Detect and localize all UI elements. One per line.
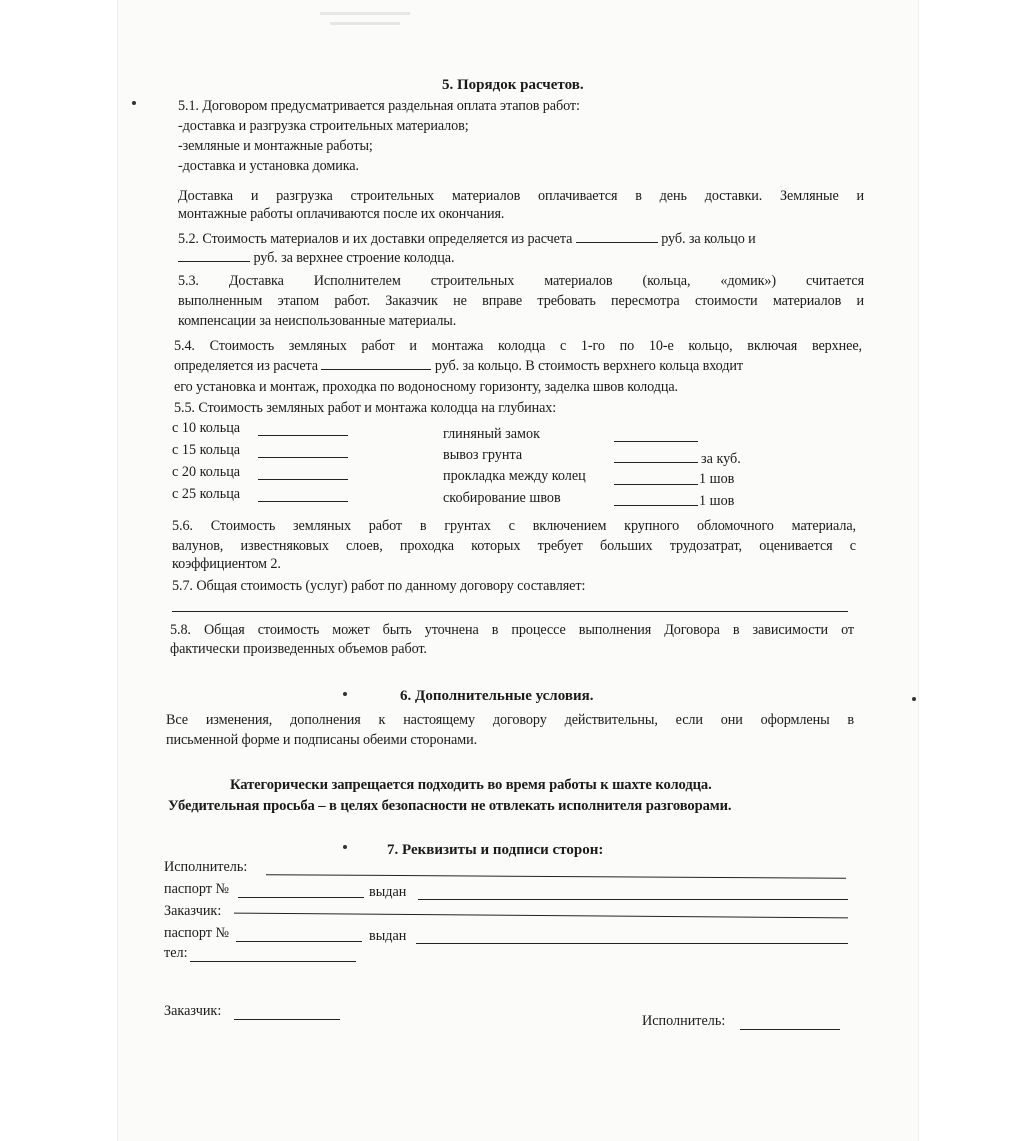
signature-executor-label: Исполнитель: xyxy=(642,1013,726,1029)
extra-work-label: вывоз грунта xyxy=(443,447,523,463)
safety-request: Убедительная просьба – в целях безопасности не отвлекать исполнителя разговорами. xyxy=(168,798,732,814)
scan-speck xyxy=(132,101,136,105)
extra-work-label: скобирование швов xyxy=(443,490,561,506)
clause-5-4-text: определяется из расчета xyxy=(174,358,319,374)
clause-5-2-text: руб. за кольцо и xyxy=(661,231,756,247)
clause-5-6: коэффициентом 2. xyxy=(172,556,281,572)
section-6-text: письменной форме и подписаны обеими сторонами. xyxy=(166,732,478,748)
clause-5-2-text: 5.2. Стоимость материалов и их доставки определяется из расчета xyxy=(178,231,573,247)
clause-5-4 xyxy=(174,356,743,375)
phone-label: тел: xyxy=(164,945,188,961)
material-price-blank[interactable] xyxy=(576,229,658,243)
depth-label: с 15 кольца xyxy=(172,442,241,458)
customer-issued-blank[interactable] xyxy=(416,943,848,944)
scan-speck xyxy=(343,845,347,849)
clause-5-4-text: руб. за кольцо. В стоимость верхнего кольца входит xyxy=(434,358,743,374)
scan-speck xyxy=(343,692,347,696)
executor-label: Исполнитель: xyxy=(164,859,248,875)
clause-5-8: фактически произведенных объемов работ. xyxy=(170,641,427,657)
clause-5-6: 5.6. Стоимость земляных работ в грунтах с включением крупного обломочного материала, xyxy=(172,518,856,534)
extra-price-blank[interactable] xyxy=(614,505,698,506)
clause-5-5: 5.5. Стоимость земляных работ и монтажа колодца на глубинах: xyxy=(174,400,557,416)
clause-5-2-text: руб. за верхнее строение колодца. xyxy=(253,250,455,266)
clause-5-1: 5.1. Договором предусматривается раздельная оплата этапов работ: xyxy=(178,98,580,114)
customer-signature-blank[interactable] xyxy=(234,1019,340,1020)
depth-label: с 10 кольца xyxy=(172,420,241,436)
depth-price-blank[interactable] xyxy=(258,501,348,502)
extra-work-label: глиняный замок xyxy=(443,426,541,442)
delivery-text: Доставка и разгрузка строительных материалов оплачивается в день доставки. Земляные и xyxy=(178,188,864,204)
executor-issued-blank[interactable] xyxy=(418,899,848,900)
depth-price-blank[interactable] xyxy=(258,457,348,458)
executor-signature-blank[interactable] xyxy=(740,1029,840,1030)
clause-5-1-item: -доставка и разгрузка строительных материалов; xyxy=(178,118,469,134)
clause-5-6: валунов, известняковых слоев, проходка которых требует больших трудозатрат, оценивается с xyxy=(172,538,856,554)
total-cost-blank[interactable] xyxy=(172,611,848,612)
clause-5-3: 5.3. Доставка Исполнителем строительных материалов (кольца, «домик») считается xyxy=(178,273,864,289)
ring-price-blank[interactable] xyxy=(321,356,431,370)
scan-speck xyxy=(912,697,916,701)
clause-5-1-item: -земляные и монтажные работы; xyxy=(178,138,373,154)
section-6-text: Все изменения, дополнения к настоящему договору действительны, если они оформлены в xyxy=(166,712,854,728)
section-7-title: 7. Реквизиты и подписи сторон: xyxy=(387,842,604,858)
scan-artifact xyxy=(330,22,400,25)
passport-label: паспорт № xyxy=(164,881,230,897)
phone-blank[interactable] xyxy=(190,961,356,962)
customer-label: Заказчик: xyxy=(164,903,222,919)
clause-5-3: выполненным этапом работ. Заказчик не вправе требовать пересмотра стоимости материалов и xyxy=(178,293,864,309)
signature-customer-label: Заказчик: xyxy=(164,1003,222,1019)
extra-unit: 1 шов xyxy=(699,471,735,487)
safety-warning: Категорически запрещается подходить во время работы к шахте колодца. xyxy=(230,777,712,793)
clause-5-7: 5.7. Общая стоимость (услуг) работ по данному договору составляет: xyxy=(172,578,586,594)
extra-unit: за куб. xyxy=(701,451,741,467)
depth-label: с 20 кольца xyxy=(172,464,241,480)
extra-unit: 1 шов xyxy=(699,493,735,509)
extra-price-blank[interactable] xyxy=(614,484,698,485)
clause-5-3: компенсации за неиспользованные материалы. xyxy=(178,313,457,329)
customer-passport-blank[interactable] xyxy=(236,941,362,942)
section-5-title: 5. Порядок расчетов. xyxy=(442,77,584,93)
clause-5-2-cont xyxy=(178,248,454,267)
clause-5-8: 5.8. Общая стоимость может быть уточнена в процессе выполнения Договора в зависимости от xyxy=(170,622,854,638)
issued-label: выдан xyxy=(369,884,407,900)
section-6-title: 6. Дополнительные условия. xyxy=(400,688,594,704)
depth-label: с 25 кольца xyxy=(172,486,241,502)
executor-passport-blank[interactable] xyxy=(238,897,364,898)
top-structure-price-blank[interactable] xyxy=(178,248,250,262)
scan-artifact xyxy=(320,12,410,15)
clause-5-2 xyxy=(178,229,756,248)
extra-work-label: прокладка между колец xyxy=(443,468,586,484)
clause-5-4: 5.4. Стоимость земляных работ и монтажа колодца с 1-го по 10-е кольцо, включая верхнее, xyxy=(174,338,862,354)
depth-price-blank[interactable] xyxy=(258,479,348,480)
extra-price-blank[interactable] xyxy=(614,462,698,463)
extra-price-blank[interactable] xyxy=(614,441,698,442)
issued-label: выдан xyxy=(369,928,407,944)
clause-5-1-item: -доставка и установка домика. xyxy=(178,158,359,174)
delivery-text: монтажные работы оплачиваются после их окончания. xyxy=(178,206,505,222)
clause-5-4: его установка и монтаж, проходка по водоносному горизонту, заделка швов колодца. xyxy=(174,379,678,395)
depth-price-blank[interactable] xyxy=(258,435,348,436)
passport-label: паспорт № xyxy=(164,925,230,941)
